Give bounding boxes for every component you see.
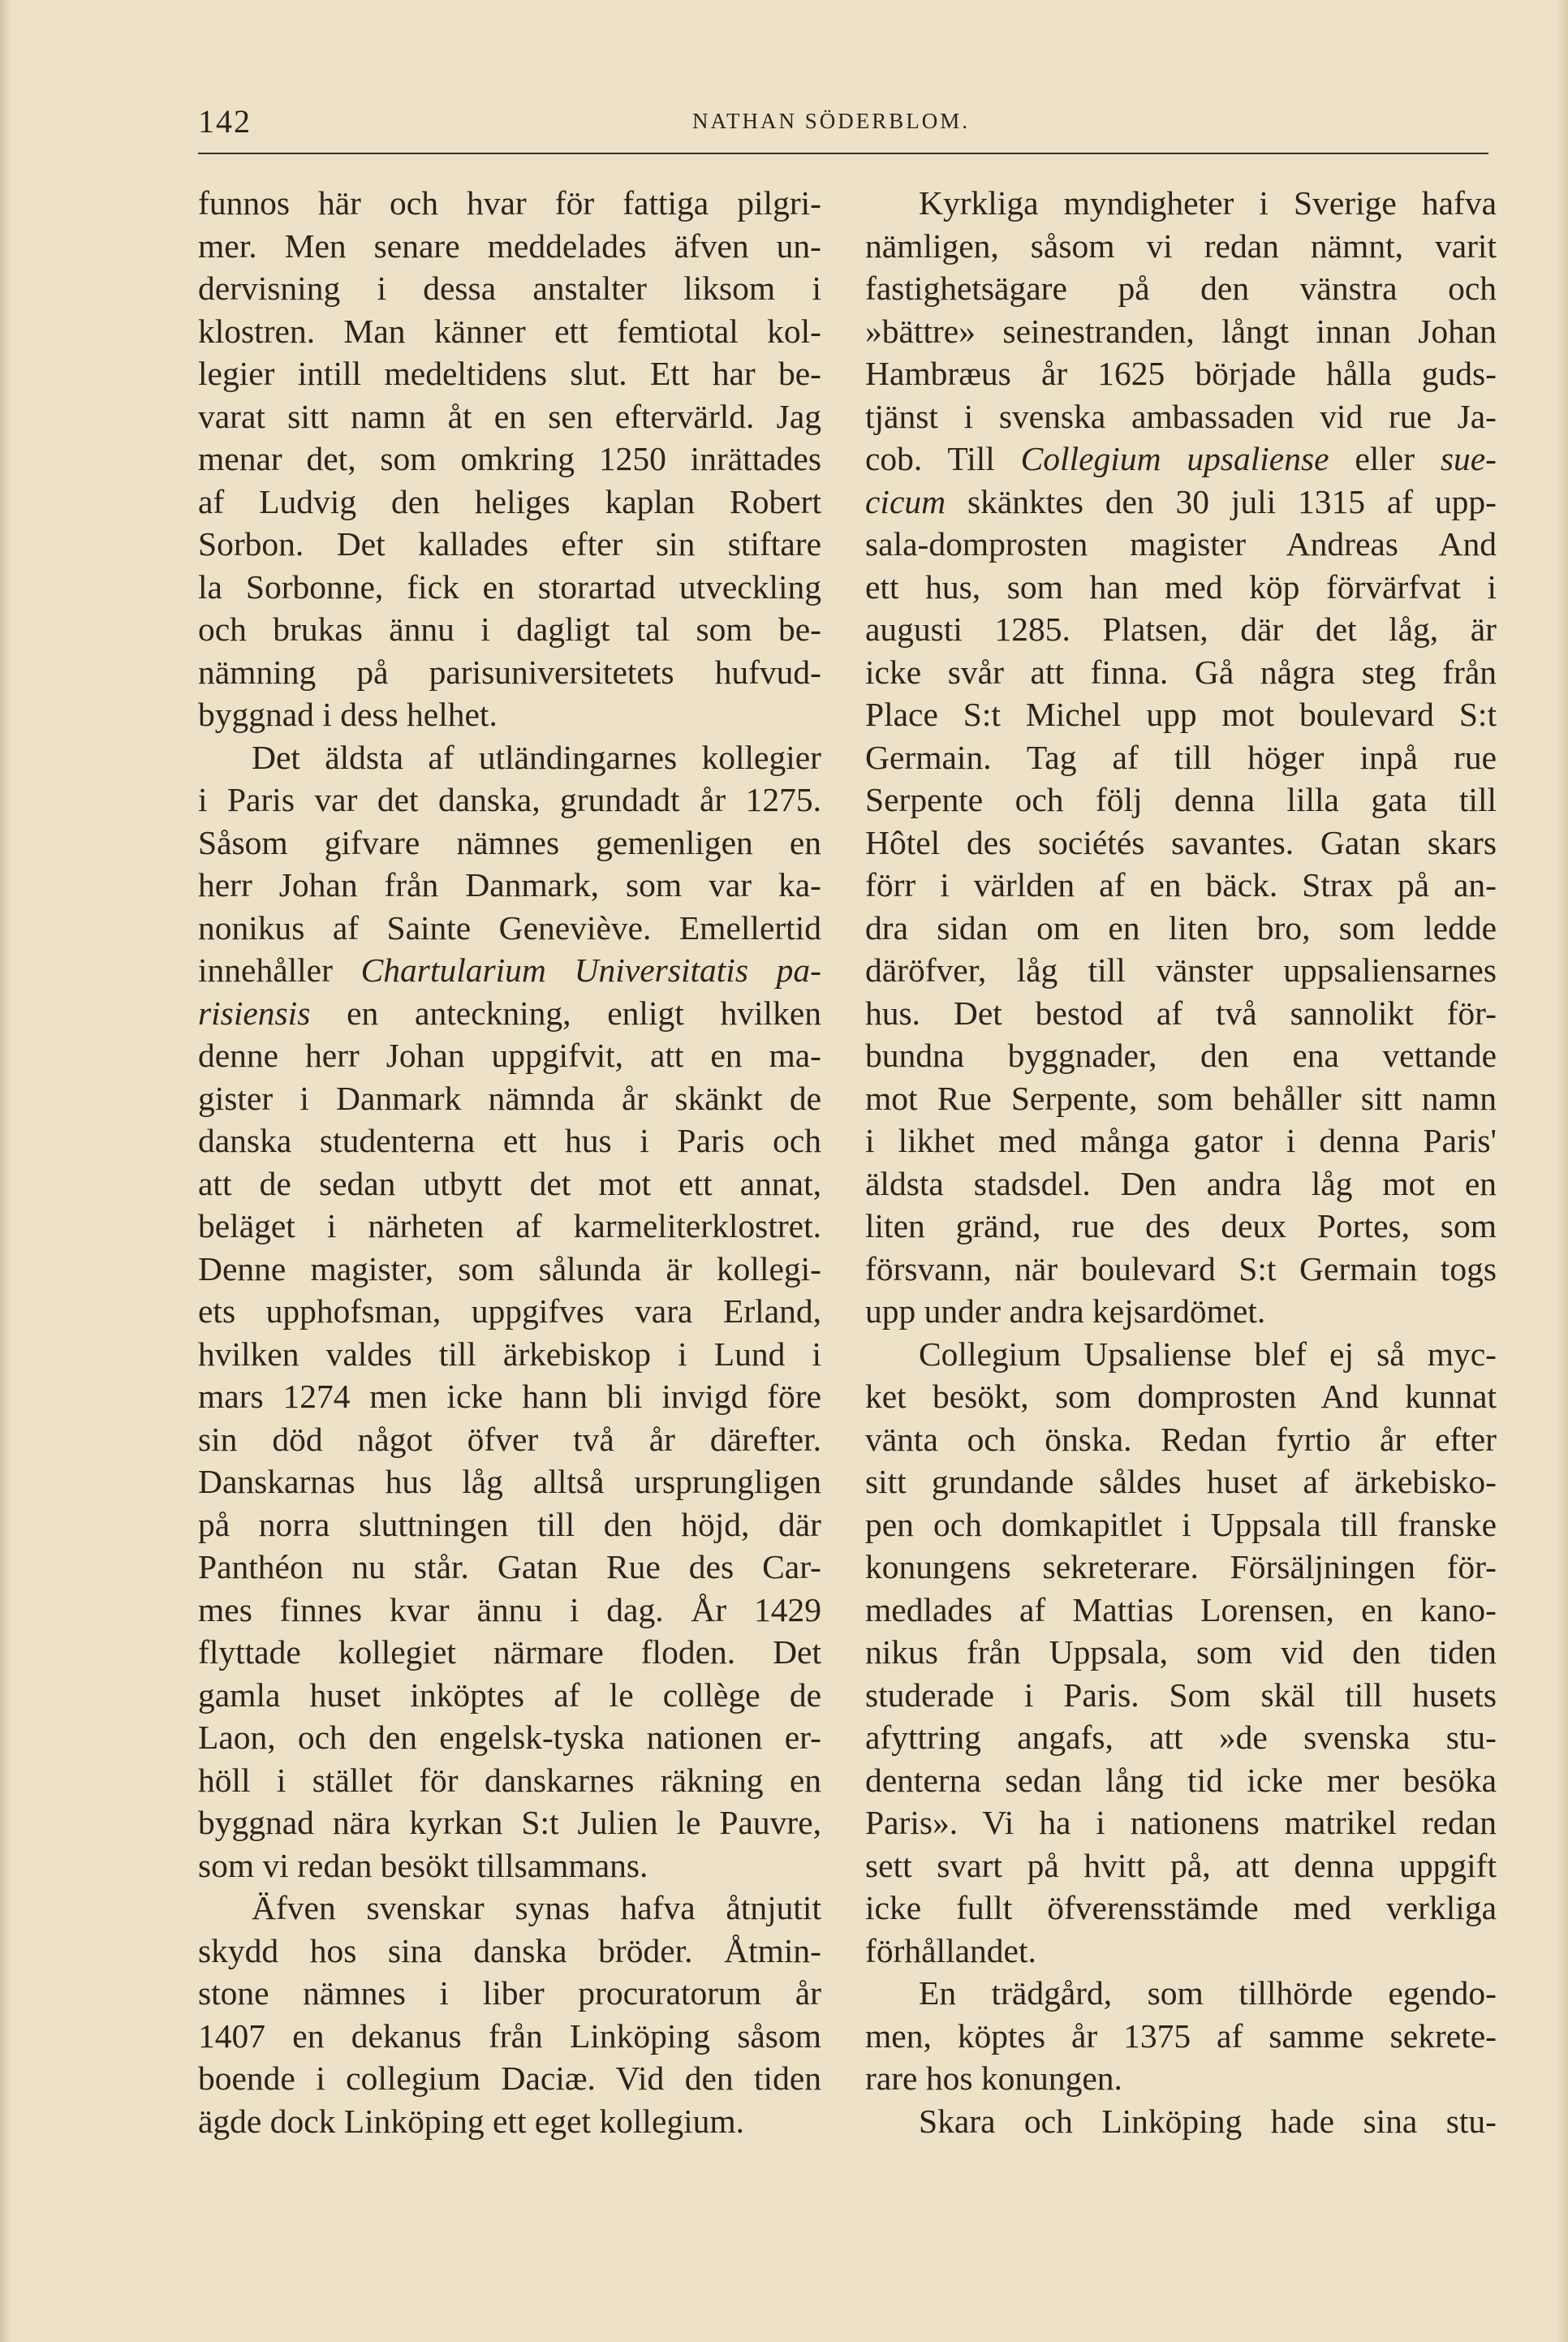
text-span: innehåller: [198, 951, 361, 989]
text-line: [198, 1162, 821, 1206]
text-span: byggnad nära kyrkan S:t Julien le Pauvre,: [198, 1804, 821, 1841]
text-span: flyttade kollegiet närmare floden. Det: [198, 1633, 821, 1671]
text-span: Panthéon nu står. Gatan Rue des Car-: [198, 1548, 821, 1585]
text-line: [198, 949, 821, 992]
text-line: [198, 1290, 821, 1333]
text-line: [865, 352, 1497, 395]
italic-title: sue-: [1440, 440, 1497, 477]
text-line: [865, 779, 1497, 822]
text-line: [198, 2100, 821, 2143]
text-line: [865, 267, 1497, 310]
text-line: [198, 1460, 821, 1503]
text-line: [198, 225, 821, 268]
text-line: [198, 1759, 821, 1802]
text-span: studerade i Paris. Som skäl till husets: [865, 1676, 1497, 1714]
text-line: [865, 2057, 1497, 2100]
text-line: [198, 907, 821, 950]
text-span: på norra sluttningen till den höjd, där: [198, 1505, 821, 1543]
text-line: [865, 1205, 1497, 1248]
scan-edge-right: [1557, 0, 1568, 2342]
text-line: [865, 1034, 1497, 1077]
text-span: äldsta stadsdel. Den andra låg mot en: [865, 1164, 1497, 1202]
text-line: [198, 481, 821, 524]
text-span: Denne magister, som sålunda är kollegi-: [198, 1249, 821, 1287]
text-span: menar det, som omkring 1250 inrättades: [198, 440, 821, 477]
text-span: denne herr Johan uppgifvit, att en ma-: [198, 1037, 821, 1074]
text-span: sin död något öfver två år därefter.: [198, 1420, 821, 1458]
text-line: [198, 1248, 821, 1291]
text-span: Place S:t Michel upp mot boulevard S:t: [865, 696, 1497, 733]
text-span: en anteckning, enligt hvilken: [310, 994, 821, 1032]
italic-title: cicum: [865, 482, 946, 520]
text-line: [198, 864, 821, 907]
text-line: [865, 2015, 1497, 2058]
text-span: fastighetsägare på den vänstra och: [865, 270, 1497, 307]
text-line: [865, 1290, 1497, 1333]
text-span: ket besökt, som domprosten And kunnat: [865, 1378, 1497, 1415]
text-span: däröfver, låg till vänster uppsaliensarnes: [865, 951, 1497, 989]
text-span: varat sitt namn åt en sen eftervärld. Jag: [198, 397, 821, 435]
text-span: liten gränd, rue des deux Portes, som: [865, 1207, 1497, 1244]
text-span: Danskarnas hus låg alltså ursprungligen: [198, 1463, 821, 1500]
text-span: nämning på parisuniversitetets hufvud-: [198, 653, 821, 691]
text-span: skydd hos sina danska bröder. Åtmin-: [198, 1931, 821, 1969]
text-line: [865, 1801, 1497, 1844]
text-span: sett svart på hvitt på, att denna uppgift: [865, 1846, 1497, 1884]
text-span: som vi redan besökt tillsammans.: [198, 1846, 648, 1884]
text-line: [865, 395, 1497, 438]
text-span: eller: [1329, 440, 1441, 477]
text-span: Såsom gifvare nämnes gemenligen en: [198, 823, 821, 861]
text-line: [198, 992, 821, 1035]
text-line: [198, 1546, 821, 1589]
text-line: [865, 1631, 1497, 1674]
text-line: [198, 1716, 821, 1759]
text-line: [198, 1844, 821, 1887]
text-line: [198, 1034, 821, 1077]
text-span: höll i stället för danskarnes räkning en: [198, 1761, 821, 1799]
text-span: nonikus af Sainte Geneviève. Emellertid: [198, 908, 821, 947]
text-line: [198, 1631, 821, 1674]
text-span: upp under andra kejsardömet.: [865, 1292, 1266, 1330]
text-span: legier intill medeltidens slut. Ett har be-: [198, 355, 821, 392]
text-span: ett hus, som han med köp förvärfvat i: [865, 567, 1497, 606]
text-line: [865, 1589, 1497, 1632]
text-span: herr Johan från Danmark, som var ka-: [198, 866, 821, 904]
text-span: Collegium Upsaliense blef ej så myc-: [919, 1335, 1497, 1373]
text-line: [198, 1972, 821, 2015]
page-number: 142: [198, 103, 252, 140]
text-span: boende i collegium Daciæ. Vid den tiden: [198, 2059, 821, 2097]
text-line: [865, 1674, 1497, 1717]
text-span: la Sorbonne, fick en storartad utveckling: [198, 567, 821, 606]
italic-title: Chartularium Universitatis pa-: [360, 951, 821, 989]
text-span: Sorbon. Det kallades efter sin stiftare: [198, 525, 821, 563]
text-line: [198, 1375, 821, 1418]
text-span: Hôtel des sociétés savantes. Gatan skars: [865, 823, 1497, 861]
text-span: Skara och Linköping hade sina stu-: [919, 2102, 1497, 2140]
text-span: gamla huset inköptes af le collège de: [198, 1676, 821, 1714]
text-line: [865, 438, 1497, 481]
text-span: icke fullt öfverensstämde med verkliga: [865, 1889, 1497, 1926]
text-line: [865, 1418, 1497, 1461]
text-span: danska studenterna ett hus i Paris och: [198, 1122, 821, 1159]
text-span: mot Rue Serpente, som behåller sitt namn: [865, 1079, 1497, 1117]
text-span: vänta och önska. Redan fyrtio år efter: [865, 1420, 1497, 1458]
text-span: mars 1274 men icke hann bli invigd före: [198, 1378, 821, 1415]
text-line: [865, 1546, 1497, 1589]
text-line: [198, 267, 821, 310]
text-span: förr i världen af en bäck. Strax på an-: [865, 866, 1497, 904]
text-span: konungens sekreterare. Försäljningen för-: [865, 1548, 1497, 1585]
text-span: medlades af Mattias Lorensen, en kano-: [865, 1590, 1497, 1628]
text-line: [865, 1844, 1497, 1887]
text-span: 1407 en dekanus från Linköping såsom: [198, 2016, 821, 2055]
text-line: [865, 992, 1497, 1035]
text-span: skänktes den 30 juli 1315 af upp-: [946, 482, 1497, 520]
left-text-column: [198, 182, 821, 2142]
text-span: Laon, och den engelsk-tyska nationen er-: [198, 1719, 821, 1756]
text-line: [865, 2100, 1497, 2143]
text-line: [198, 736, 821, 779]
text-line: [198, 1930, 821, 1973]
text-span: Det äldsta af utländingarnes kollegier: [252, 738, 821, 776]
text-line: [198, 1503, 821, 1546]
text-line: [198, 693, 821, 736]
text-line: [865, 566, 1497, 609]
text-span: beläget i närheten af karmeliterklostret.: [198, 1207, 821, 1244]
text-span: att de sedan utbytt det mot ett annat,: [198, 1164, 821, 1202]
text-span: sala-domprosten magister Andreas And: [865, 525, 1497, 563]
text-line: [865, 949, 1497, 992]
text-span: hus. Det bestod af två sannolikt för-: [865, 994, 1497, 1032]
text-line: [198, 1418, 821, 1461]
text-line: [198, 2015, 821, 2058]
text-line: [198, 1205, 821, 1248]
text-line: [865, 822, 1497, 865]
text-line: [198, 822, 821, 865]
text-span: rare hos konungen.: [865, 2059, 1122, 2097]
text-span: förhållandet.: [865, 1931, 1036, 1969]
text-span: ägde dock Linköping ett eget kollegium.: [198, 2102, 745, 2140]
text-line: [865, 608, 1497, 651]
text-line: [198, 352, 821, 395]
text-span: Äfven svenskar synas hafva åtnjutit: [252, 1889, 821, 1926]
text-line: [198, 395, 821, 438]
text-span: bundna byggnader, den ena vettande: [865, 1037, 1497, 1074]
text-span: Hambræus år 1625 började hålla guds-: [865, 355, 1497, 392]
text-line: [865, 1162, 1497, 1206]
scan-edge-left: [0, 0, 11, 2342]
header-rule: [198, 153, 1488, 154]
text-span: afyttring angafs, att »de svenska stu-: [865, 1719, 1497, 1756]
text-line: [865, 1460, 1497, 1503]
text-line: [198, 1801, 821, 1844]
text-span: tjänst i svenska ambassaden vid rue Ja-: [865, 397, 1497, 435]
text-line: [865, 225, 1497, 268]
text-line: [865, 1759, 1497, 1802]
text-span: och brukas ännu i dagligt tal som be-: [198, 610, 821, 648]
text-span: »bättre» seinestranden, långt innan Johan: [865, 312, 1497, 350]
text-line: [198, 182, 821, 225]
text-line: [865, 736, 1497, 779]
text-span: klostren. Man känner ett femtiotal kol-: [198, 312, 821, 350]
text-line: [865, 651, 1497, 694]
text-span: hvilken valdes till ärkebiskop i Lund i: [198, 1335, 821, 1373]
page-header: [198, 97, 1464, 138]
right-text-column: [865, 182, 1497, 2142]
text-line: [198, 651, 821, 694]
text-span: Paris». Vi ha i nationens matrikel redan: [865, 1804, 1497, 1841]
text-line: [865, 182, 1497, 225]
italic-title: risiensis: [198, 994, 311, 1032]
text-span: sitt grundande såldes huset af ärkebisko-: [865, 1463, 1497, 1500]
text-line: [198, 310, 821, 353]
text-line: [865, 481, 1497, 524]
text-line: [198, 1674, 821, 1717]
text-span: nämligen, såsom vi redan nämnt, varit: [865, 226, 1497, 265]
text-span: gister i Danmark nämnda år skänkt de: [198, 1079, 821, 1117]
text-line: [198, 1077, 821, 1120]
text-span: cob. Till: [865, 440, 1021, 477]
text-line: [865, 1972, 1497, 2015]
text-span: ets upphofsman, uppgifves vara Erland,: [198, 1292, 821, 1330]
text-span: nikus från Uppsala, som vid den tiden: [865, 1633, 1497, 1671]
text-line: [865, 1716, 1497, 1759]
text-span: Serpente och följ denna lilla gata till: [865, 781, 1497, 818]
text-line: [198, 1589, 821, 1632]
running-head: NATHAN SÖDERBLOM.: [691, 109, 970, 133]
text-line: [865, 1375, 1497, 1418]
text-line: [865, 1333, 1497, 1376]
text-span: denterna sedan lång tid icke mer besöka: [865, 1761, 1497, 1799]
text-line: [198, 1887, 821, 1930]
text-span: En trädgård, som tillhörde egendo-: [919, 1974, 1497, 2012]
text-span: funnos här och hvar för fattiga pilgri-: [198, 184, 821, 222]
text-span: af Ludvig den heliges kaplan Robert: [198, 482, 821, 520]
text-span: mes finnes kvar ännu i dag. År 1429: [198, 1590, 821, 1628]
text-span: stone nämnes i liber procuratorum år: [198, 1974, 821, 2012]
text-line: [198, 608, 821, 651]
text-line: [865, 1119, 1497, 1162]
text-line: [198, 438, 821, 481]
text-span: Germain. Tag af till höger inpå rue: [865, 738, 1497, 776]
text-line: [198, 2057, 821, 2100]
text-line: [198, 1119, 821, 1162]
text-span: försvann, när boulevard S:t Germain togs: [865, 1249, 1497, 1287]
text-span: pen och domkapitlet i Uppsala till franske: [865, 1505, 1497, 1543]
text-span: Kyrkliga myndigheter i Sverige hafva: [919, 184, 1497, 222]
text-span: i likhet med många gator i denna Paris': [865, 1122, 1497, 1159]
text-line: [198, 779, 821, 822]
text-line: [865, 310, 1497, 353]
text-line: [865, 864, 1497, 907]
text-span: dra sidan om en liten bro, som ledde: [865, 908, 1497, 947]
text-line: [865, 1930, 1497, 1973]
text-span: i Paris var det danska, grundadt år 1275.: [198, 781, 821, 818]
text-line: [865, 907, 1497, 950]
text-span: augusti 1285. Platsen, där det låg, är: [865, 610, 1497, 648]
text-span: mer. Men senare meddelades äfven un-: [198, 226, 821, 265]
text-line: [198, 566, 821, 609]
text-span: dervisning i dessa anstalter liksom i: [198, 270, 821, 307]
text-line: [865, 523, 1497, 566]
text-line: [865, 1503, 1497, 1546]
italic-title: Collegium upsaliense: [1020, 440, 1329, 477]
text-line: [865, 1248, 1497, 1291]
text-line: [198, 523, 821, 566]
text-span: icke svår att finna. Gå några steg från: [865, 653, 1497, 691]
text-span: byggnad i dess helhet.: [198, 696, 498, 733]
text-line: [865, 693, 1497, 736]
text-line: [198, 1333, 821, 1376]
text-span: men, köptes år 1375 af samme sekrete-: [865, 2016, 1497, 2055]
text-line: [865, 1077, 1497, 1120]
text-line: [865, 1887, 1497, 1930]
